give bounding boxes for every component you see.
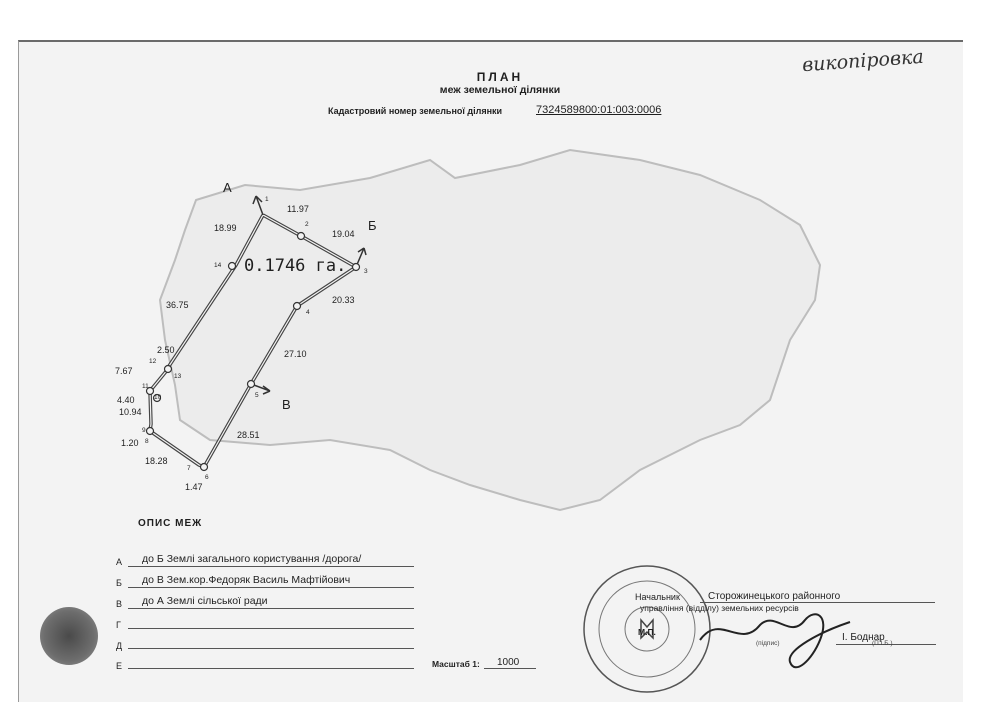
boundary-row-letter: А bbox=[116, 557, 123, 567]
boundary-row-line bbox=[128, 648, 414, 649]
boundary-row-letter: Б bbox=[116, 578, 122, 588]
scale-label: Масштаб 1: bbox=[432, 659, 480, 669]
point-number: 12 bbox=[149, 358, 157, 365]
page-subtitle: меж земельної ділянки bbox=[439, 84, 561, 96]
boundary-row-letter: Д bbox=[116, 641, 123, 651]
boundary-row-line bbox=[128, 668, 414, 669]
point-number: 6 bbox=[205, 474, 209, 481]
vertex-marker bbox=[147, 428, 154, 435]
scale-underline bbox=[484, 668, 536, 669]
vertex-marker bbox=[229, 263, 236, 270]
point-number: 11 bbox=[142, 383, 149, 390]
stamp-mark: М.П. bbox=[638, 627, 656, 637]
segment-length: 1.20 bbox=[121, 438, 139, 448]
boundary-row-line bbox=[128, 566, 414, 567]
boundary-row-text: до Б Землі загального користування /дорога/ bbox=[142, 553, 362, 565]
point-number: 5 bbox=[255, 392, 259, 399]
vertex-marker bbox=[298, 233, 305, 240]
vertex-marker bbox=[353, 264, 360, 271]
segment-length: 7.67 bbox=[115, 366, 133, 376]
point-number: 4 bbox=[306, 309, 310, 316]
segment-length: 19.04 bbox=[332, 229, 355, 239]
boundary-row-text: до В Зем.кор.Федоряк Василь Мафтійович bbox=[142, 574, 351, 586]
name-caption: (П.І.Б.) bbox=[872, 640, 893, 647]
boundary-row-line bbox=[128, 608, 414, 609]
signatory-office-line1: Сторожинецького районного bbox=[708, 591, 841, 602]
boundary-row-letter: Е bbox=[116, 661, 123, 671]
boundary-letter-b: Б bbox=[368, 218, 377, 233]
vertex-marker bbox=[248, 381, 255, 388]
point-number: 7 bbox=[187, 465, 191, 472]
stain-mark bbox=[40, 607, 98, 665]
cadastral-label: Кадастровий номер земельної ділянки bbox=[328, 106, 503, 116]
vertex-marker bbox=[165, 366, 172, 373]
handwritten-annotation: викопіровка bbox=[801, 45, 925, 77]
segment-length: 11.97 bbox=[287, 204, 309, 214]
segment-length: 4.40 bbox=[117, 395, 135, 405]
segment-length: 27.10 bbox=[284, 349, 307, 359]
signatory-name: І. Боднар bbox=[842, 632, 885, 643]
segment-length: 10.94 bbox=[119, 407, 142, 417]
signatory-position: Начальник bbox=[635, 592, 680, 602]
plot-area: 0.1746 га. bbox=[244, 256, 347, 276]
point-number: 10 bbox=[154, 394, 162, 401]
cadastral-number: 7324589800:01:003:0006 bbox=[536, 104, 662, 116]
boundary-row-letter: Г bbox=[116, 620, 121, 630]
point-number: 8 bbox=[145, 438, 149, 445]
segment-length: 20.33 bbox=[332, 295, 355, 305]
segment-length: 2.50 bbox=[157, 345, 175, 355]
boundary-row-text: до А Землі сільської ради bbox=[142, 595, 268, 607]
boundary-letter-v: В bbox=[282, 397, 291, 412]
point-number: 2 bbox=[305, 221, 309, 228]
boundary-row-line bbox=[128, 628, 414, 629]
boundary-letter-a: А bbox=[223, 180, 232, 195]
boundaries-heading: ОПИС МЕЖ bbox=[138, 518, 203, 529]
point-number: 1 bbox=[265, 196, 269, 203]
boundary-row-letter: В bbox=[116, 599, 123, 609]
vertex-marker bbox=[294, 303, 301, 310]
scale-value: 1000 bbox=[497, 657, 520, 668]
segment-length: 28.51 bbox=[237, 430, 260, 440]
boundary-row-line bbox=[128, 587, 414, 588]
vertex-marker bbox=[201, 464, 208, 471]
page-title: ПЛАН bbox=[476, 70, 524, 84]
point-number: 14 bbox=[214, 262, 222, 269]
point-number: 9 bbox=[142, 427, 146, 434]
point-number: 13 bbox=[174, 373, 182, 380]
point-number: 3 bbox=[364, 268, 368, 275]
segment-length: 1.47 bbox=[185, 482, 203, 492]
segment-length: 18.28 bbox=[145, 456, 168, 466]
signature-caption: (підпис) bbox=[756, 640, 780, 647]
segment-length: 18.99 bbox=[214, 223, 237, 233]
signatory-office-line2: управління (відділу) земельних ресурсів bbox=[640, 603, 799, 613]
segment-length: 36.75 bbox=[166, 300, 189, 310]
